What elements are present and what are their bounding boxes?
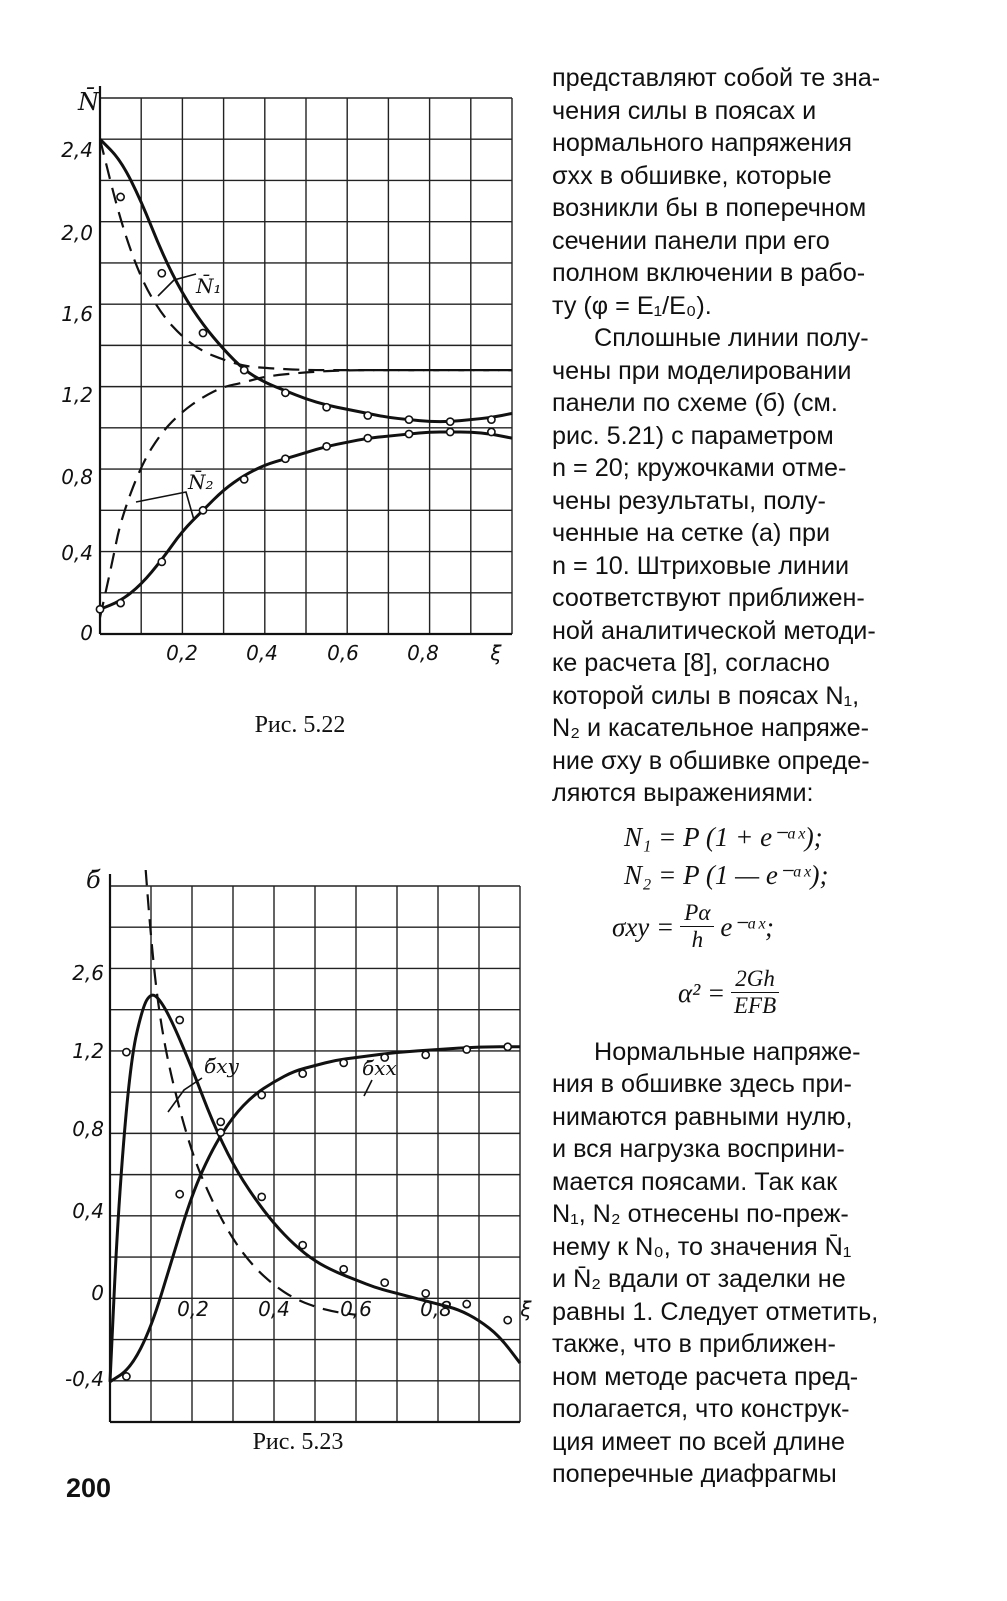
numerator: Pα — [680, 900, 714, 927]
text-line: возникли бы в поперечном — [552, 194, 867, 222]
figure-5-22-caption: Рис. 5.22 — [254, 712, 346, 738]
text-line: ке расчета [8], согласно — [552, 649, 830, 677]
data-point-marker — [422, 1290, 429, 1297]
fraction — [731, 966, 779, 1019]
text-line: ной аналитической методи- — [552, 616, 876, 645]
data-point-marker — [488, 416, 495, 423]
data-point-marker — [340, 1059, 347, 1066]
data-point-marker — [447, 428, 454, 435]
formula-lhs: σxy = — [612, 911, 675, 942]
data-point-marker — [241, 367, 248, 374]
data-point-marker — [123, 1373, 130, 1380]
text-line: нимаются равными нулю, — [552, 1102, 853, 1131]
x-tick-label: 0,2 — [166, 641, 198, 665]
text-line: чены результаты, полу- — [552, 486, 826, 515]
text-line: ченные на сетке (а) при — [552, 519, 831, 547]
text-line: n = 20; кружочками отме- — [552, 454, 847, 482]
dashed-curve — [131, 645, 357, 1315]
text-line: ция имеет по всей длине — [552, 1427, 846, 1456]
text-line: ном методе расчета пред- — [552, 1362, 859, 1391]
x-tick-label: ξ — [490, 641, 502, 665]
x-tick-label: 0,8 — [420, 1297, 452, 1321]
formula-sigma-xy — [552, 894, 924, 960]
y-tick-label: 2,0 — [61, 221, 93, 245]
data-point-marker — [323, 404, 330, 411]
data-point-marker — [405, 430, 412, 437]
data-point-marker — [176, 1191, 183, 1198]
figure-5-23-caption: Рис. 5.23 — [252, 1429, 344, 1455]
data-point-marker — [364, 412, 371, 419]
paragraph-1 — [552, 62, 924, 322]
text-line: и N̄₂ вдали от заделки не — [552, 1265, 846, 1293]
text-line: панели по схеме (б) (см. — [552, 389, 838, 417]
y-tick-label: 0,4 — [72, 1199, 104, 1223]
x-tick-label: 0,8 — [407, 641, 439, 665]
series-label-sigma-xx: б̄xx — [362, 1056, 397, 1080]
data-point-marker — [299, 1242, 306, 1249]
data-point-marker — [96, 606, 103, 613]
data-point-marker — [381, 1279, 388, 1286]
x-tick-label: 0,4 — [246, 641, 278, 665]
text-line: сечении панели при его — [552, 226, 830, 255]
paragraph-2 — [552, 322, 924, 810]
text-line: нему к N₀, то значения N̄₁ — [552, 1232, 852, 1261]
text-line: чения силы в поясах и — [552, 96, 817, 125]
text-line: и вся нагрузка восприни- — [552, 1135, 845, 1163]
y-tick-label: -0,4 — [64, 1367, 104, 1391]
paragraph-3 — [552, 1036, 924, 1491]
series-label-sigma-xy: б̄xy — [204, 1054, 239, 1078]
data-point-marker — [422, 1051, 429, 1058]
y-tick-label: 1,2 — [72, 1039, 104, 1063]
numerator: 2Gh — [731, 966, 779, 993]
data-point-marker — [158, 558, 165, 565]
data-point-marker — [282, 455, 289, 462]
y-axis-label: б̄ — [86, 866, 101, 894]
data-point-marker — [176, 1016, 183, 1023]
text-line: σxx в обшивке, которые — [552, 161, 832, 190]
text-line: ние σxy в обшивке опреде- — [552, 746, 870, 775]
data-point-marker — [447, 418, 454, 425]
data-point-marker — [258, 1193, 265, 1200]
formula-lhs: α² = — [678, 977, 726, 1008]
data-point-marker — [258, 1091, 265, 1098]
data-point-marker — [158, 270, 165, 277]
body-text-column — [552, 62, 924, 1491]
y-tick-label: 0,8 — [72, 1117, 104, 1141]
text-line: ния в обшивке здесь при- — [552, 1070, 852, 1098]
y-tick-label: 1,6 — [61, 302, 93, 326]
data-point-marker — [241, 476, 248, 483]
x-tick-label: ξ — [520, 1297, 532, 1321]
formula-alpha — [552, 960, 924, 1026]
y-tick-label: 0 — [91, 1281, 104, 1305]
formula-n1: N₁ = P (1 + e⁻ᵅˣ); — [624, 821, 823, 852]
data-point-marker — [340, 1266, 347, 1273]
data-point-marker — [123, 1049, 130, 1056]
data-point-marker — [364, 435, 371, 442]
text-line: n = 10. Штриховые линии — [552, 551, 850, 580]
data-point-marker — [217, 1129, 224, 1136]
x-tick-label: 0,6 — [327, 641, 359, 665]
data-point-marker — [117, 599, 124, 606]
text-line: также, что в приближен- — [552, 1330, 836, 1358]
y-tick-label: 1,2 — [61, 383, 93, 407]
x-tick-label: 0,4 — [258, 1297, 290, 1321]
text-line: которой силы в поясах N₁, — [552, 681, 860, 710]
text-line: представляют собой те зна- — [552, 64, 881, 92]
data-point-marker — [463, 1046, 470, 1053]
text-line: соответствуют приближен- — [552, 584, 865, 612]
page-number: 200 — [66, 1473, 112, 1503]
text-line: полагается, что конструк- — [552, 1395, 850, 1423]
y-tick-label: 0 — [80, 621, 93, 645]
leader-line — [136, 492, 194, 520]
data-point-marker — [323, 443, 330, 450]
y-tick-label: 2,6 — [72, 961, 104, 985]
x-tick-label: 0,2 — [177, 1297, 209, 1321]
y-tick-label: 0,8 — [61, 465, 93, 489]
data-point-marker — [504, 1043, 511, 1050]
y-axis-label: N̄ — [78, 88, 99, 116]
data-point-marker — [504, 1317, 511, 1324]
formula-n2: N₂ = P (1 — e⁻ᵅˣ); — [624, 859, 829, 890]
denominator: h — [691, 927, 704, 952]
series-label-n2: N̄₂ — [188, 470, 214, 494]
text-line: равны 1. Следует отметить, — [552, 1297, 879, 1326]
text-line: полном включении в рабо- — [552, 259, 866, 287]
text-line: Нормальные напряже- — [594, 1037, 861, 1066]
y-tick-label: 2,4 — [61, 138, 93, 162]
series-label-n1: N̄₁ — [196, 274, 222, 298]
text-line: Сплошные линии полу- — [594, 324, 869, 352]
formula-rhs: e⁻ᵅˣ; — [720, 911, 774, 942]
text-line: поперечные диафрагмы — [552, 1460, 837, 1488]
data-point-marker — [463, 1300, 470, 1307]
data-point-marker — [282, 389, 289, 396]
data-point-marker — [488, 428, 495, 435]
text-line: рис. 5.21) с параметром — [552, 421, 834, 450]
leader-line — [364, 1080, 372, 1096]
text-line: чены при моделировании — [552, 356, 852, 385]
text-line: N₂ и касательное напряже- — [552, 714, 869, 742]
data-point-marker — [299, 1070, 306, 1077]
y-tick-label: 0,4 — [61, 541, 93, 565]
data-point-marker — [217, 1118, 224, 1125]
data-point-marker — [405, 416, 412, 423]
data-point-marker — [199, 329, 206, 336]
text-line: ту (φ = E₁/E₀). — [552, 291, 712, 320]
text-line: нормального напряжения — [552, 129, 853, 157]
data-point-marker — [199, 507, 206, 514]
fraction — [680, 900, 714, 953]
formula-block — [552, 818, 924, 1026]
denominator: EFB — [733, 993, 777, 1018]
text-line: мается поясами. Так как — [552, 1167, 838, 1196]
data-point-marker — [117, 193, 124, 200]
text-line: N₁, N₂ отнесены по-преж- — [552, 1200, 849, 1228]
x-tick-label: 0,6 — [340, 1297, 372, 1321]
text-line: ляются выражениями: — [552, 779, 814, 807]
